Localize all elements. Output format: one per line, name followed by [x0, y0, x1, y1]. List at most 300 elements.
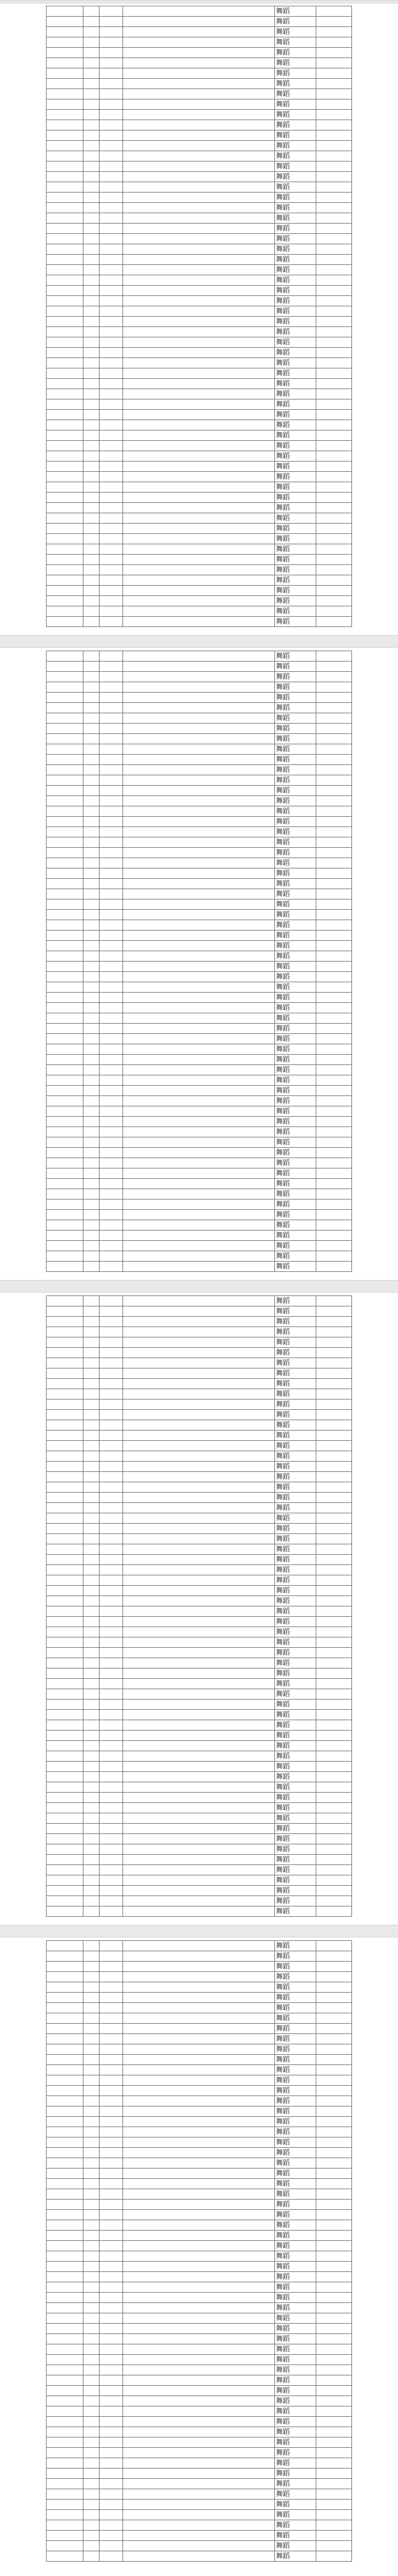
table-row	[47, 1596, 352, 1606]
category-cell: 舞蹈	[274, 1137, 316, 1148]
school-cell	[123, 203, 274, 213]
school-cell	[123, 89, 274, 99]
category-cell: 舞蹈	[274, 1482, 316, 1493]
school-cell	[123, 2148, 274, 2158]
gender-cell	[83, 1813, 99, 1824]
table-row	[47, 1648, 352, 1658]
score-cell	[316, 348, 351, 358]
province-cell	[99, 2375, 123, 2386]
province-cell	[99, 1544, 123, 1555]
gender-cell	[83, 493, 99, 503]
province-cell	[99, 2406, 123, 2417]
category-cell: 舞蹈	[274, 6, 316, 17]
gender-cell	[83, 2355, 99, 2365]
category-cell: 舞蹈	[274, 1451, 316, 1462]
gender-cell	[83, 1348, 99, 1358]
table-row	[47, 2189, 352, 2200]
school-cell	[123, 2458, 274, 2469]
school-cell	[123, 2427, 274, 2437]
category-cell: 舞蹈	[274, 2106, 316, 2117]
category-cell: 舞蹈	[274, 1751, 316, 1762]
category-cell: 舞蹈	[274, 2458, 316, 2469]
province-cell	[99, 1689, 123, 1700]
table-row	[47, 2489, 352, 2500]
category-cell: 舞蹈	[274, 617, 316, 627]
category-cell: 舞蹈	[274, 1158, 316, 1168]
student-name-cell	[47, 1844, 83, 1855]
gender-cell	[83, 58, 99, 68]
table-row	[47, 1720, 352, 1731]
province-cell	[99, 1513, 123, 1524]
school-cell	[123, 2086, 274, 2096]
student-name-cell	[47, 379, 83, 389]
province-cell	[99, 2365, 123, 2375]
student-name-cell	[47, 972, 83, 982]
score-cell	[316, 575, 351, 586]
school-cell	[123, 399, 274, 410]
student-name-cell	[47, 2210, 83, 2220]
table-row	[47, 1400, 352, 1410]
school-cell	[123, 2541, 274, 2551]
category-cell: 舞蹈	[274, 2375, 316, 2386]
score-cell	[316, 2510, 351, 2520]
school-cell	[123, 1220, 274, 1231]
score-cell	[316, 151, 351, 162]
student-name-cell	[47, 2427, 83, 2437]
gender-cell	[83, 868, 99, 879]
student-name-cell	[47, 1596, 83, 1606]
table-row	[47, 1565, 352, 1575]
category-cell: 舞蹈	[274, 1627, 316, 1637]
school-cell	[123, 1941, 274, 1951]
score-cell	[316, 296, 351, 306]
province-cell	[99, 941, 123, 951]
score-cell	[316, 1451, 351, 1462]
province-cell	[99, 2158, 123, 2169]
table-row	[47, 1472, 352, 1482]
table-row	[47, 513, 352, 524]
student-name-cell	[47, 2334, 83, 2344]
school-cell	[123, 2096, 274, 2106]
table-row	[47, 1220, 352, 1231]
score-cell	[316, 1137, 351, 1148]
category-cell: 舞蹈	[274, 2437, 316, 2448]
school-cell	[123, 296, 274, 306]
gender-cell	[83, 2169, 99, 2179]
category-cell: 舞蹈	[274, 79, 316, 89]
table-row	[47, 6, 352, 17]
province-cell	[99, 962, 123, 972]
student-name-cell	[47, 317, 83, 327]
score-cell	[316, 662, 351, 672]
school-cell	[123, 1679, 274, 1689]
score-cell	[316, 2406, 351, 2417]
student-name-cell	[47, 493, 83, 503]
table-row	[47, 420, 352, 430]
category-cell: 舞蹈	[274, 275, 316, 286]
province-cell	[99, 1524, 123, 1534]
gender-cell	[83, 2044, 99, 2055]
category-cell: 舞蹈	[274, 1803, 316, 1813]
category-cell: 舞蹈	[274, 306, 316, 317]
school-cell	[123, 1096, 274, 1106]
province-cell	[99, 703, 123, 713]
score-cell	[316, 827, 351, 837]
student-name-cell	[47, 1793, 83, 1803]
gender-cell	[83, 1400, 99, 1410]
score-cell	[316, 2065, 351, 2075]
province-cell	[99, 2013, 123, 2024]
table-row	[47, 1327, 352, 1337]
table-row	[47, 224, 352, 234]
student-name-cell	[47, 1482, 83, 1493]
school-cell	[123, 2531, 274, 2541]
gender-cell	[83, 1034, 99, 1044]
score-cell	[316, 1368, 351, 1379]
category-cell: 舞蹈	[274, 1896, 316, 1906]
category-cell: 舞蹈	[274, 1168, 316, 1179]
school-cell	[123, 265, 274, 275]
student-name-cell	[47, 1117, 83, 1127]
score-cell	[316, 358, 351, 368]
school-cell	[123, 472, 274, 482]
province-cell	[99, 2427, 123, 2437]
province-cell	[99, 172, 123, 182]
school-cell	[123, 2189, 274, 2200]
school-cell	[123, 2003, 274, 2013]
gender-cell	[83, 1431, 99, 1441]
province-cell	[99, 1055, 123, 1065]
score-cell	[316, 1086, 351, 1096]
category-cell: 舞蹈	[274, 1951, 316, 1962]
table-row	[47, 920, 352, 931]
table-row	[47, 120, 352, 130]
student-name-cell	[47, 2396, 83, 2406]
category-cell: 舞蹈	[274, 482, 316, 493]
score-cell	[316, 1179, 351, 1189]
province-cell	[99, 2086, 123, 2096]
gender-cell	[83, 1941, 99, 1951]
category-cell: 舞蹈	[274, 110, 316, 120]
gender-cell	[83, 265, 99, 275]
category-cell: 舞蹈	[274, 651, 316, 662]
score-cell	[316, 2189, 351, 2200]
student-name-cell	[47, 1834, 83, 1844]
student-name-cell	[47, 2158, 83, 2169]
student-name-cell	[47, 848, 83, 858]
table-row	[47, 2417, 352, 2427]
category-cell: 舞蹈	[274, 2262, 316, 2272]
province-cell	[99, 2448, 123, 2458]
school-cell	[123, 1710, 274, 1720]
gender-cell	[83, 2003, 99, 2013]
school-cell	[123, 1772, 274, 1782]
school-cell	[123, 972, 274, 982]
gender-cell	[83, 910, 99, 920]
score-cell	[316, 2375, 351, 2386]
table-row	[47, 68, 352, 79]
student-name-cell	[47, 1034, 83, 1044]
score-cell	[316, 1951, 351, 1962]
score-cell	[316, 682, 351, 693]
score-cell	[316, 2500, 351, 2510]
category-cell: 舞蹈	[274, 1993, 316, 2003]
table-row	[47, 2220, 352, 2231]
province-cell	[99, 2417, 123, 2427]
table-row	[47, 1337, 352, 1348]
gender-cell	[83, 817, 99, 827]
gender-cell	[83, 1793, 99, 1803]
student-name-cell	[47, 2065, 83, 2075]
student-name-cell	[47, 617, 83, 627]
category-cell: 舞蹈	[274, 662, 316, 672]
province-cell	[99, 1844, 123, 1855]
province-cell	[99, 2458, 123, 2469]
province-cell	[99, 482, 123, 493]
category-cell: 舞蹈	[274, 27, 316, 37]
gender-cell	[83, 765, 99, 775]
gender-cell	[83, 2448, 99, 2458]
table-row	[47, 368, 352, 379]
school-cell	[123, 68, 274, 79]
score-cell	[316, 420, 351, 430]
school-cell	[123, 775, 274, 786]
score-cell	[316, 317, 351, 327]
score-cell	[316, 120, 351, 130]
score-cell	[316, 27, 351, 37]
category-cell: 舞蹈	[274, 1710, 316, 1720]
school-cell	[123, 575, 274, 586]
category-cell: 舞蹈	[274, 1231, 316, 1241]
gender-cell	[83, 544, 99, 555]
province-cell	[99, 575, 123, 586]
school-cell	[123, 1834, 274, 1844]
category-cell: 舞蹈	[274, 358, 316, 368]
score-cell	[316, 2055, 351, 2065]
gender-cell	[83, 1700, 99, 1710]
score-cell	[316, 920, 351, 931]
school-cell	[123, 534, 274, 544]
school-cell	[123, 2106, 274, 2117]
category-cell: 舞蹈	[274, 420, 316, 430]
category-cell: 舞蹈	[274, 1617, 316, 1627]
province-cell	[99, 1462, 123, 1472]
gender-cell	[83, 2541, 99, 2551]
gender-cell	[83, 534, 99, 544]
category-cell: 舞蹈	[274, 724, 316, 734]
school-cell	[123, 596, 274, 606]
school-cell	[123, 1596, 274, 1606]
student-name-cell	[47, 951, 83, 962]
score-cell	[316, 399, 351, 410]
score-cell	[316, 37, 351, 48]
score-cell	[316, 1524, 351, 1534]
student-name-cell	[47, 337, 83, 348]
province-cell	[99, 1951, 123, 1962]
student-name-cell	[47, 703, 83, 713]
student-name-cell	[47, 234, 83, 244]
student-name-cell	[47, 1824, 83, 1834]
category-cell: 舞蹈	[274, 2231, 316, 2241]
category-cell: 舞蹈	[274, 2479, 316, 2489]
province-cell	[99, 2251, 123, 2262]
province-cell	[99, 1096, 123, 1106]
table-row	[47, 1493, 352, 1503]
score-cell	[316, 1772, 351, 1782]
student-name-cell	[47, 2106, 83, 2117]
province-cell	[99, 2034, 123, 2044]
score-cell	[316, 1420, 351, 1431]
school-cell	[123, 1844, 274, 1855]
gender-cell	[83, 879, 99, 889]
student-name-cell	[47, 2469, 83, 2479]
score-cell	[316, 2365, 351, 2375]
student-name-cell	[47, 1306, 83, 1317]
province-cell	[99, 451, 123, 462]
category-cell: 舞蹈	[274, 1251, 316, 1262]
school-cell	[123, 1555, 274, 1565]
score-cell	[316, 1896, 351, 1906]
table-row	[47, 1658, 352, 1668]
student-name-cell	[47, 2220, 83, 2231]
province-cell	[99, 1972, 123, 1982]
score-cell	[316, 889, 351, 899]
school-cell	[123, 110, 274, 120]
province-cell	[99, 2396, 123, 2406]
table-row	[47, 617, 352, 627]
school-cell	[123, 306, 274, 317]
province-cell	[99, 524, 123, 534]
gender-cell	[83, 430, 99, 441]
table-row	[47, 889, 352, 899]
gender-cell	[83, 110, 99, 120]
score-cell	[316, 868, 351, 879]
student-name-cell	[47, 306, 83, 317]
school-cell	[123, 1658, 274, 1668]
gender-cell	[83, 1389, 99, 1400]
score-cell	[316, 1648, 351, 1658]
table-row	[47, 1782, 352, 1793]
table-row	[47, 2396, 352, 2406]
score-cell	[316, 1617, 351, 1627]
province-cell	[99, 1306, 123, 1317]
table-row	[47, 1555, 352, 1565]
student-name-cell	[47, 203, 83, 213]
student-name-cell	[47, 182, 83, 193]
gender-cell	[83, 555, 99, 565]
category-cell: 舞蹈	[274, 1086, 316, 1096]
gender-cell	[83, 255, 99, 265]
school-cell	[123, 910, 274, 920]
province-cell	[99, 1772, 123, 1782]
province-cell	[99, 120, 123, 130]
school-cell	[123, 734, 274, 744]
province-cell	[99, 2334, 123, 2344]
province-cell	[99, 2127, 123, 2137]
student-name-cell	[47, 265, 83, 275]
student-name-cell	[47, 651, 83, 662]
province-cell	[99, 1296, 123, 1306]
table-row	[47, 27, 352, 37]
score-cell	[316, 1210, 351, 1220]
province-cell	[99, 1534, 123, 1544]
score-cell	[316, 1503, 351, 1513]
gender-cell	[83, 962, 99, 972]
school-cell	[123, 713, 274, 724]
school-cell	[123, 2034, 274, 2044]
gender-cell	[83, 224, 99, 234]
category-cell: 舞蹈	[274, 1389, 316, 1400]
category-cell: 舞蹈	[274, 430, 316, 441]
student-name-cell	[47, 1513, 83, 1524]
table-row	[47, 2510, 352, 2520]
student-name-cell	[47, 2075, 83, 2086]
province-cell	[99, 1875, 123, 1886]
score-cell	[316, 786, 351, 796]
category-cell: 舞蹈	[274, 130, 316, 141]
score-cell	[316, 2272, 351, 2282]
gender-cell	[83, 2417, 99, 2427]
province-cell	[99, 2489, 123, 2500]
province-cell	[99, 806, 123, 817]
score-cell	[316, 244, 351, 255]
table-row	[47, 1158, 352, 1168]
school-cell	[123, 1358, 274, 1368]
category-cell: 舞蹈	[274, 765, 316, 775]
category-cell: 舞蹈	[274, 941, 316, 951]
student-name-cell	[47, 2127, 83, 2137]
student-name-cell	[47, 1524, 83, 1534]
province-cell	[99, 2386, 123, 2396]
province-cell	[99, 1441, 123, 1451]
school-cell	[123, 1689, 274, 1700]
province-cell	[99, 2479, 123, 2489]
gender-cell	[83, 379, 99, 389]
student-name-cell	[47, 1241, 83, 1251]
category-cell: 舞蹈	[274, 337, 316, 348]
category-cell: 舞蹈	[274, 2344, 316, 2355]
score-cell	[316, 1199, 351, 1210]
student-name-cell	[47, 2520, 83, 2531]
gender-cell	[83, 586, 99, 596]
category-cell: 舞蹈	[274, 1668, 316, 1679]
school-cell	[123, 430, 274, 441]
category-cell: 舞蹈	[274, 837, 316, 848]
category-cell: 舞蹈	[274, 889, 316, 899]
table-row	[47, 58, 352, 68]
table-row	[47, 755, 352, 765]
table-row	[47, 1575, 352, 1586]
student-name-cell	[47, 2117, 83, 2127]
school-cell	[123, 358, 274, 368]
school-cell	[123, 899, 274, 910]
student-name-cell	[47, 724, 83, 734]
student-name-cell	[47, 744, 83, 755]
school-cell	[123, 796, 274, 806]
province-cell	[99, 493, 123, 503]
table-row	[47, 703, 352, 713]
score-cell	[316, 162, 351, 172]
gender-cell	[83, 1148, 99, 1158]
table-row	[47, 1065, 352, 1075]
score-cell	[316, 2262, 351, 2272]
table-row	[47, 1524, 352, 1534]
province-cell	[99, 1337, 123, 1348]
table-row	[47, 1003, 352, 1013]
student-name-cell	[47, 2375, 83, 2386]
table-row	[47, 1679, 352, 1689]
school-cell	[123, 2013, 274, 2024]
